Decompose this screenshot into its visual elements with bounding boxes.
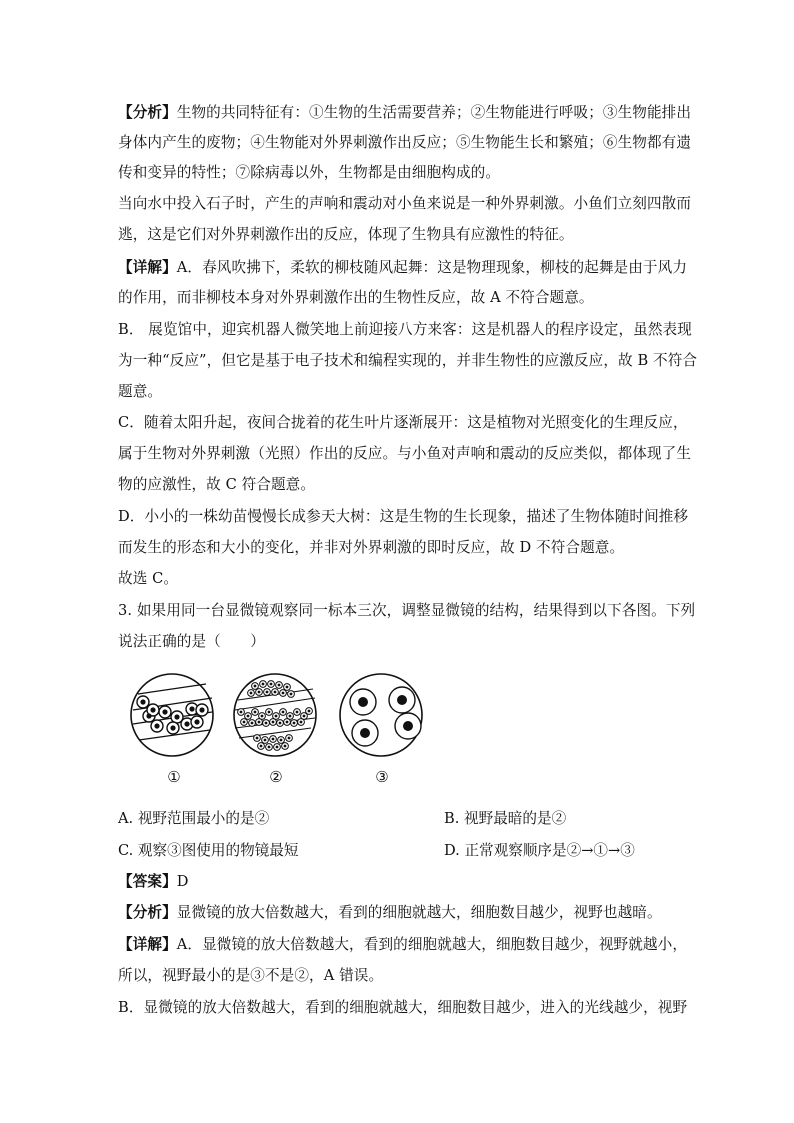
detail-paragraph-line: B． 展览馆中，迎宾机器人微笑地上前迎接八方来客：这是机器人的程序设定，虽然表现 — [118, 321, 692, 338]
analysis-tag: 【分析】 — [118, 904, 177, 921]
question-stem-line: 3. 如果用同一台显微镜观察同一标本三次，调整显微镜的结构，结果得到以下各图。下列 — [118, 602, 696, 619]
answer-value: D — [176, 873, 189, 890]
detail-tag: 【详解】 — [118, 936, 177, 953]
microscope-views-figure — [125, 672, 425, 790]
detail-tag: 【详解】 — [118, 259, 177, 276]
question-stem-line: 说法正确的是（ ） — [118, 633, 265, 650]
detail-paragraph-line: C．随着太阳升起，夜间合拢着的花生叶片逐渐展开：这是植物对光照变化的生理反应， — [118, 414, 688, 431]
detail-paragraph-line: 属于生物对外界刺激（光照）作出的反应。与小鱼对声响和震动的反应类似，都体现了生 — [118, 445, 692, 462]
analysis-line: 【分析】显微镜的放大倍数越大，看到的细胞就越大，细胞数目越少，视野也越暗。 — [118, 904, 662, 921]
option-d: D. 正常观察顺序是②→①→③ — [444, 842, 635, 859]
option-a: A. 视野范围最小的是② — [118, 810, 270, 827]
figure-label-3: ③ — [375, 768, 389, 786]
microscope-field-3 — [340, 674, 422, 756]
detail-paragraph-line: 而发生的形态和大小的变化，并非对外界刺激的即时反应，故 D 不符合题意。 — [118, 539, 625, 556]
figure-label-1: ① — [167, 768, 181, 786]
detail-paragraph-line: B．显微镜的放大倍数越大，看到的细胞就越大，细胞数目越少，进入的光线越少，视野 — [118, 999, 688, 1016]
microscope-field-2 — [234, 674, 316, 756]
option-b: B. 视野最暗的是② — [444, 810, 567, 827]
conclusion-line: 故选 C。 — [118, 570, 179, 587]
answer-tag: 【答案】 — [118, 873, 177, 890]
analysis-paragraph-line: 逃，这是它们对外界刺激作出的反应，体现了生物具有应激性的特征。 — [118, 226, 574, 243]
detail-paragraph-line: D．小小的一株幼苗慢慢长成参天大树：这是生物的生长现象，描述了生物体随时间推移 — [118, 508, 689, 525]
microscope-field-1 — [131, 674, 213, 756]
figure-label-2: ② — [269, 768, 283, 786]
detail-paragraph-line: 的作用，而非柳枝本身对外界刺激作出的生物性反应，故 A 不符合题意。 — [118, 289, 594, 306]
detail-paragraph-line: 题意。 — [118, 383, 163, 400]
analysis-tag: 【分析】 — [118, 104, 177, 121]
detail-paragraph-line: 【详解】A．春风吹拂下，柔软的柳枝随风起舞：这是物理现象，柳枝的起舞是由于风力 — [118, 259, 688, 276]
detail-paragraph-line: 为一种“反应”，但它是基于电子技术和编程实现的，并非生物性的应激反应，故 B 不符合 — [118, 352, 698, 369]
detail-paragraph-line: 【详解】A．显微镜的放大倍数越大，看到的细胞就越大，细胞数目越少，视野就越小， — [118, 936, 688, 953]
analysis-paragraph-line: 当向水中投入石子时，产生的声响和震动对小鱼来说是一种外界刺激。小鱼们立刻四散而 — [118, 195, 692, 212]
detail-paragraph-line: 物的应激性，故 C 符合题意。 — [118, 476, 316, 493]
analysis-paragraph-line: 身体内产生的废物；④生物能对外界刺激作出反应；⑤生物能生长和繁殖；⑥生物都有遗 — [118, 134, 692, 151]
analysis-paragraph-line: 【分析】生物的共同特征有：①生物的生活需要营养；②生物能进行呼吸；③生物能排出 — [118, 104, 692, 121]
answer-line — [118, 872, 189, 892]
option-c: C. 观察③图使用的物镜最短 — [118, 842, 299, 859]
detail-paragraph-line: 所以，视野最小的是③不是②，A 错误。 — [118, 967, 384, 984]
analysis-paragraph-line: 传和变异的特性；⑦除病毒以外，生物都是由细胞构成的。 — [118, 164, 501, 181]
